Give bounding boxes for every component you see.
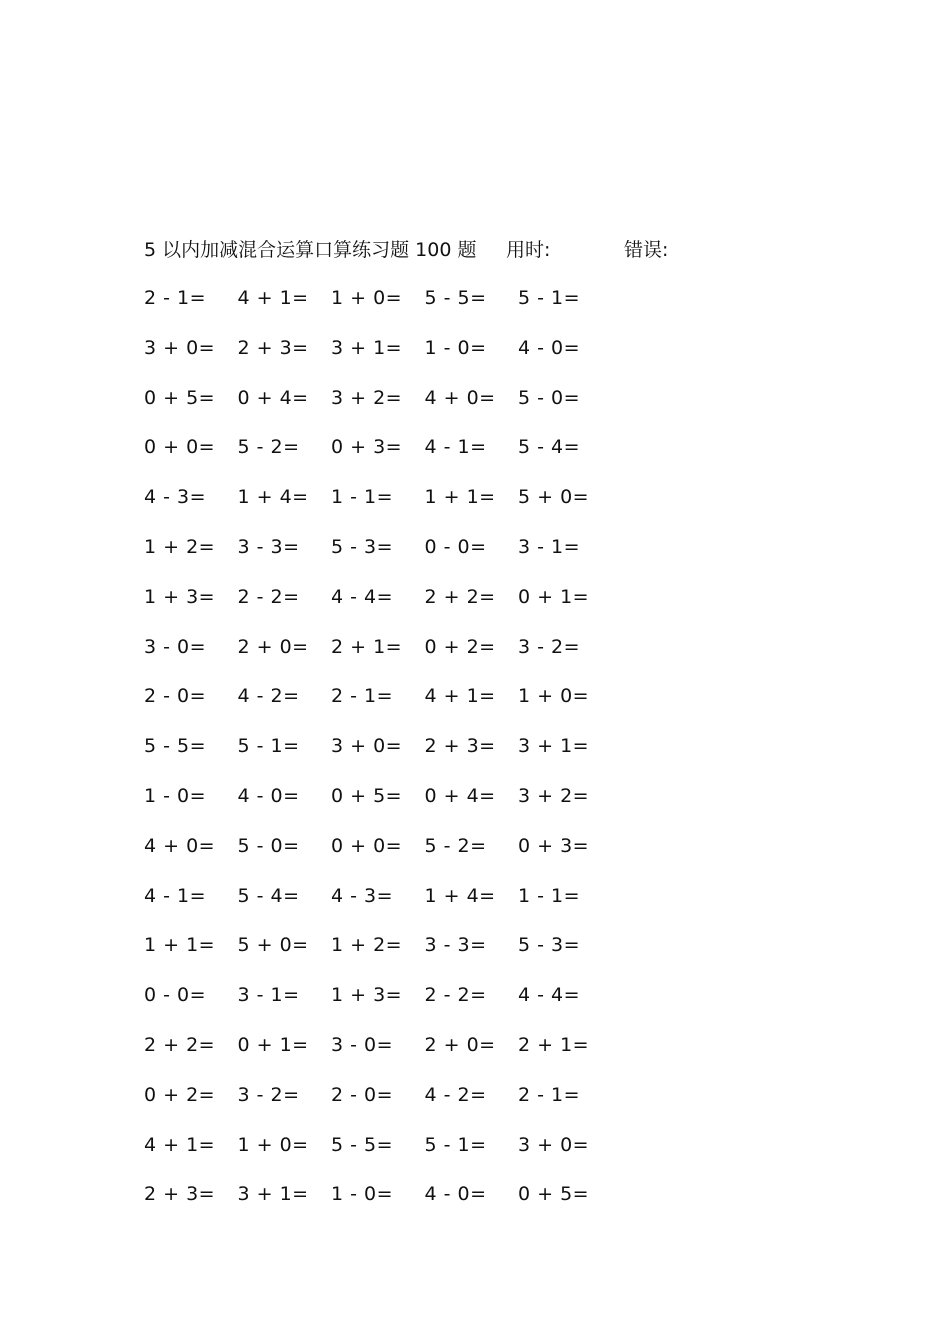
problem-item: 4 - 3=: [144, 486, 207, 509]
problem-item: 3 + 1=: [331, 336, 403, 359]
problem-item: 4 - 0=: [424, 1183, 487, 1206]
problem-row: [144, 832, 624, 882]
problem-item: 4 - 1=: [144, 884, 207, 907]
problem-item: 3 - 2=: [518, 635, 581, 658]
problem-item: 4 - 3=: [331, 884, 394, 907]
problem-row: [144, 1031, 624, 1081]
problem-item: 3 + 0=: [331, 735, 403, 758]
problem-item: 4 - 4=: [331, 585, 394, 608]
problem-item: 5 - 5=: [331, 1133, 394, 1156]
problem-item: 2 - 1=: [331, 685, 394, 708]
error-count-label: 错误:: [624, 239, 669, 261]
problem-item: 1 - 0=: [331, 1183, 394, 1206]
problem-item: 2 + 3=: [144, 1183, 216, 1206]
problem-item: 4 - 4=: [518, 984, 581, 1007]
problem-item: 3 + 0=: [518, 1133, 590, 1156]
problem-item: 1 + 2=: [331, 934, 403, 957]
problem-item: 3 - 0=: [331, 1033, 394, 1056]
problem-item: 5 - 3=: [331, 535, 394, 558]
problem-item: 2 + 1=: [518, 1033, 590, 1056]
problem-item: 5 - 2=: [237, 436, 300, 459]
problem-item: 1 + 1=: [144, 934, 216, 957]
problem-item: 4 + 0=: [424, 386, 496, 409]
problem-item: 3 + 1=: [237, 1183, 309, 1206]
problem-item: 0 + 3=: [331, 436, 403, 459]
problem-item: 5 - 1=: [237, 735, 300, 758]
problem-item: 2 + 2=: [424, 585, 496, 608]
problem-item: 1 - 0=: [424, 336, 487, 359]
problem-item: 1 + 3=: [144, 585, 216, 608]
problem-item: 4 + 1=: [424, 685, 496, 708]
problem-item: 0 - 0=: [424, 535, 487, 558]
problem-item: 3 - 2=: [237, 1083, 300, 1106]
problem-item: 3 + 0=: [144, 336, 216, 359]
problem-item: 2 + 1=: [331, 635, 403, 658]
problem-row: [144, 1180, 624, 1230]
problem-item: 5 - 5=: [424, 287, 487, 309]
problem-item: 2 + 3=: [237, 336, 309, 359]
problem-row: [144, 981, 624, 1031]
problem-row: [144, 732, 624, 782]
problem-item: 4 - 2=: [424, 1083, 487, 1106]
problem-item: 0 + 4=: [237, 386, 309, 409]
problem-item: 1 + 1=: [424, 486, 496, 509]
problem-item: 0 + 4=: [424, 784, 496, 807]
problem-item: 5 + 0=: [518, 486, 590, 509]
problem-item: 2 + 0=: [424, 1033, 496, 1056]
problem-item: 4 - 2=: [237, 685, 300, 708]
problem-item: 0 + 1=: [237, 1033, 309, 1056]
problem-item: 2 + 0=: [237, 635, 309, 658]
problem-item: 0 + 5=: [144, 386, 216, 409]
problem-item: 4 + 1=: [144, 1133, 216, 1156]
problem-item: 5 - 4=: [518, 436, 581, 459]
problem-item: 3 - 0=: [144, 635, 207, 658]
problem-row: [144, 1131, 624, 1181]
problem-row: [144, 782, 624, 832]
problem-item: 3 - 3=: [237, 535, 300, 558]
time-used-label: 用时:: [506, 239, 551, 261]
problem-item: 3 - 3=: [424, 934, 487, 957]
problem-row: [144, 931, 624, 981]
problem-item: 2 + 2=: [144, 1033, 216, 1056]
problem-item: 3 - 1=: [518, 535, 581, 558]
problem-item: 5 + 0=: [237, 934, 309, 957]
problem-row: [144, 583, 624, 633]
problem-item: 5 - 1=: [518, 287, 581, 309]
problem-item: 3 + 1=: [518, 735, 590, 758]
problem-item: 3 + 2=: [518, 784, 590, 807]
problem-item: 3 + 2=: [331, 386, 403, 409]
problem-row: [144, 882, 624, 932]
problem-item: 2 - 1=: [518, 1083, 581, 1106]
problem-item: 2 - 0=: [144, 685, 207, 708]
problem-row: [144, 1081, 624, 1131]
problem-item: 0 + 5=: [518, 1183, 590, 1206]
problem-item: 0 + 2=: [424, 635, 496, 658]
problem-item: 5 - 2=: [424, 834, 487, 857]
problem-item: 0 + 5=: [331, 784, 403, 807]
problem-row: [144, 384, 624, 434]
problem-grid: [144, 284, 624, 1230]
problem-item: 4 + 0=: [144, 834, 216, 857]
problem-item: 1 + 0=: [518, 685, 590, 708]
problem-item: 0 - 0=: [144, 984, 207, 1007]
worksheet-header: [144, 236, 844, 264]
problem-item: 4 - 1=: [424, 436, 487, 459]
problem-item: 0 + 2=: [144, 1083, 216, 1106]
problem-item: 2 - 0=: [331, 1083, 394, 1106]
problem-item: 1 + 4=: [237, 486, 309, 509]
problem-item: 1 - 0=: [144, 784, 207, 807]
problem-item: 0 + 0=: [144, 436, 216, 459]
problem-item: 1 - 1=: [331, 486, 394, 509]
problem-row: [144, 533, 624, 583]
problem-row: [144, 633, 624, 683]
problem-item: 4 + 1=: [237, 287, 309, 309]
problem-item: 5 - 5=: [144, 735, 207, 758]
problem-item: 2 + 3=: [424, 735, 496, 758]
problem-item: 2 - 2=: [237, 585, 300, 608]
problem-item: 0 + 3=: [518, 834, 590, 857]
worksheet-title: 5 以内加减混合运算口算练习题 100 题: [144, 239, 477, 261]
problem-item: 1 + 2=: [144, 535, 216, 558]
problem-item: 3 - 1=: [237, 984, 300, 1007]
problem-row: [144, 682, 624, 732]
problem-item: 4 - 0=: [518, 336, 581, 359]
problem-item: 5 - 4=: [237, 884, 300, 907]
problem-item: 1 + 0=: [331, 287, 403, 309]
problem-row: [144, 483, 624, 533]
problem-item: 0 + 0=: [331, 834, 403, 857]
problem-item: 5 - 0=: [237, 834, 300, 857]
problem-item: 2 - 1=: [144, 287, 207, 309]
problem-item: 5 - 3=: [518, 934, 581, 957]
problem-row: [144, 284, 624, 334]
problem-item: 1 + 3=: [331, 984, 403, 1007]
problem-item: 5 - 1=: [424, 1133, 487, 1156]
problem-item: 1 + 0=: [237, 1133, 309, 1156]
problem-item: 1 + 4=: [424, 884, 496, 907]
problem-item: 2 - 2=: [424, 984, 487, 1007]
problem-row: [144, 433, 624, 483]
problem-item: 4 - 0=: [237, 784, 300, 807]
problem-item: 0 + 1=: [518, 585, 590, 608]
problem-row: [144, 334, 624, 384]
problem-item: 5 - 0=: [518, 386, 581, 409]
problem-item: 1 - 1=: [518, 884, 581, 907]
